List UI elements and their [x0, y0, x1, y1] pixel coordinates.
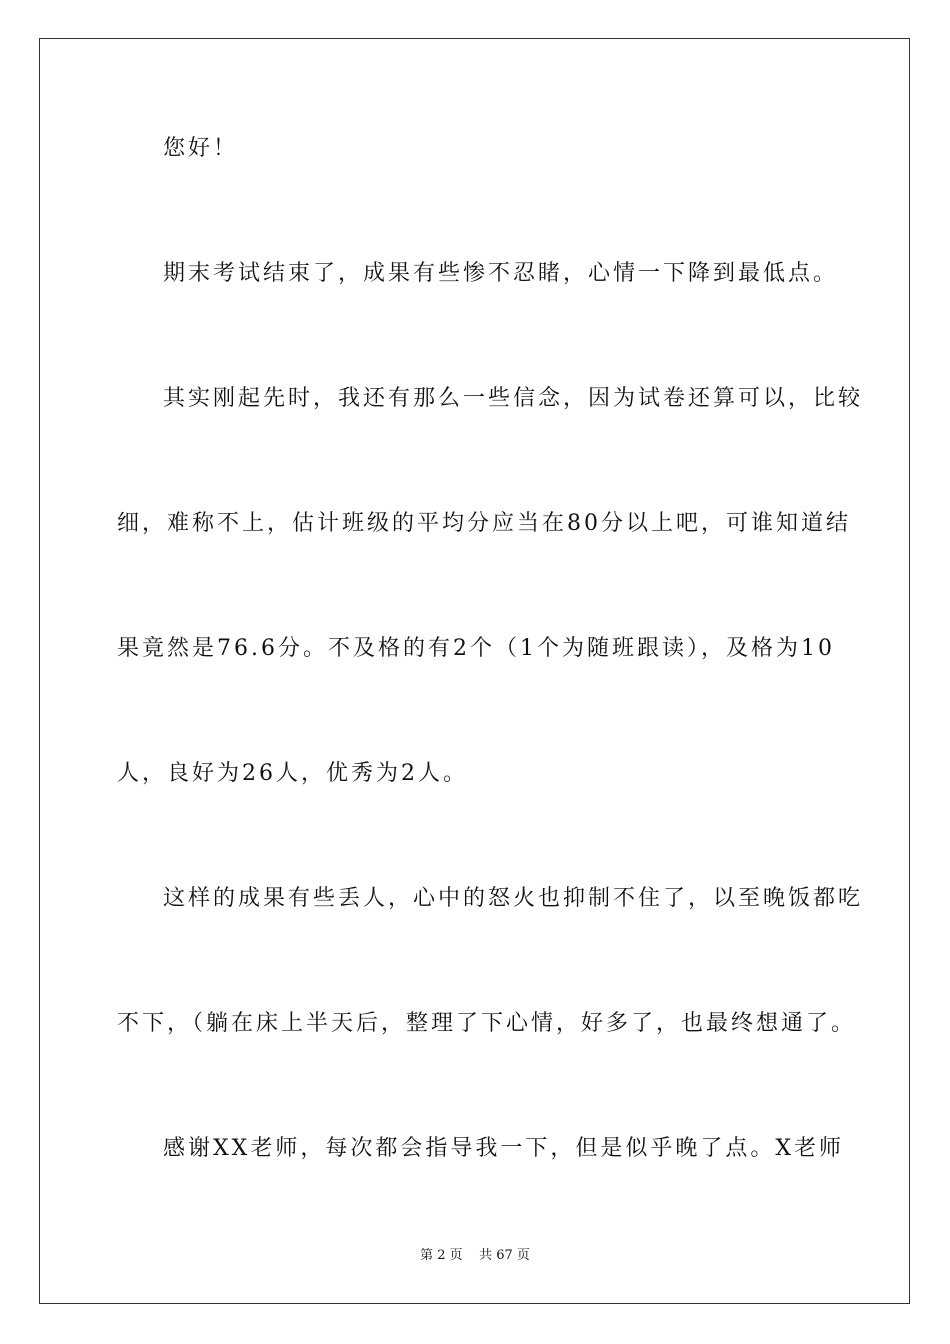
paragraph-2-line-2: 细，难称不上，估计班级的平均分应当在80分以上吧，可谁知道结: [117, 511, 851, 536]
page-border: [39, 38, 910, 1304]
paragraph-3-line-2: 不下，（躺在床上半天后，整理了下心情，好多了，也最终想通了。: [117, 1011, 857, 1036]
paragraph-2-line-3: 果竟然是76.6分。不及格的有2个（1个为随班跟读），及格为10: [117, 636, 835, 661]
paragraph-3-line-1: 这样的成果有些丢人，心中的怒火也抑制不住了，以至晚饭都吃: [163, 886, 864, 911]
page-number-footer: 第 2 页 共 67 页: [420, 1248, 530, 1263]
paragraph-2-line-4: 人，良好为26人，优秀为2人。: [117, 761, 468, 786]
paragraph-4-line-1: 感谢XX老师，每次都会指导我一下，但是似乎晚了点。X老师: [163, 1136, 844, 1161]
paragraph-2-line-1: 其实刚起先时，我还有那么一些信念，因为试卷还算可以，比较: [163, 386, 864, 411]
greeting-line: 您好！: [163, 136, 239, 161]
paragraph-1-line-1: 期末考试结束了，成果有些惨不忍睹，心情一下降到最低点。: [163, 261, 839, 286]
